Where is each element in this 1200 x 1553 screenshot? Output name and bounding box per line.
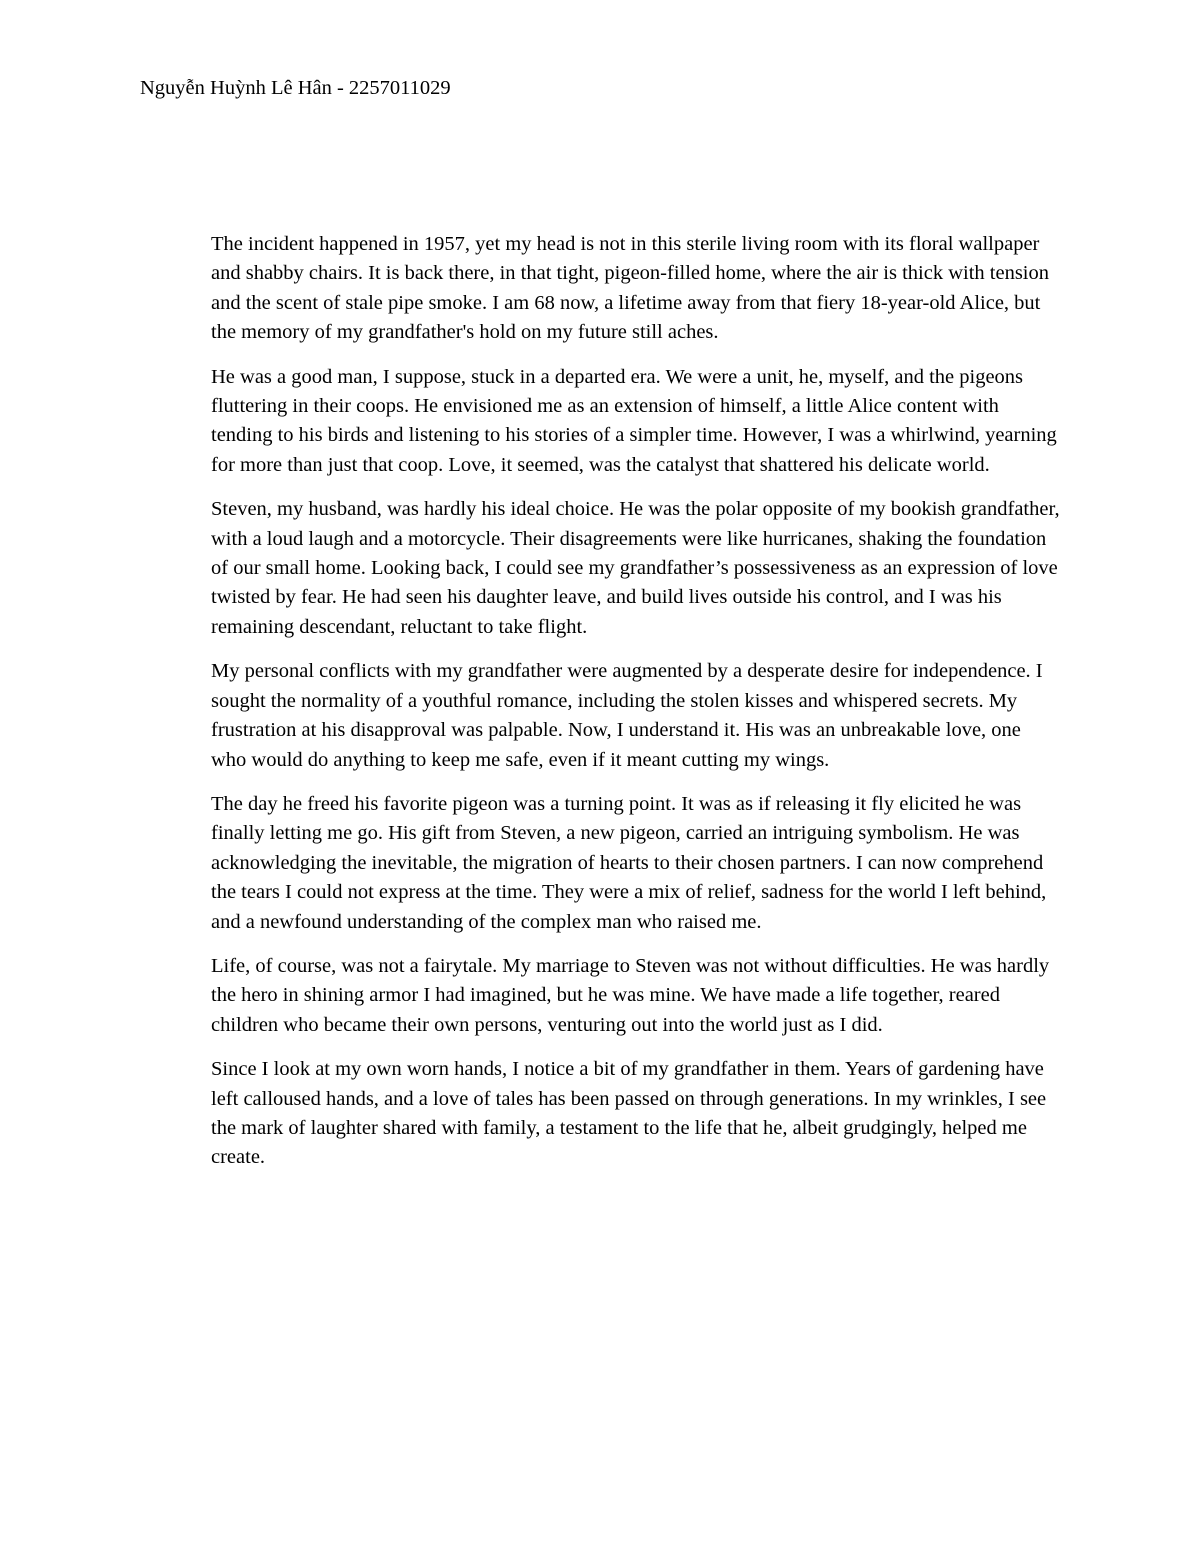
paragraph-6: Life, of course, was not a fairytale. My marriage to Steven was not without difficulties. He was hardly the hero in shining armor I had imagined, but he was mine. We have made a life together, reared children who became their own persons, venturing out into the world just as I did. bbox=[211, 954, 1050, 1036]
paragraph-2: He was a good man, I suppose, stuck in a departed era. We were a unit, he, myself, and the pigeons fluttering in their coops. He envisioned me as an extension of himself, a little Alice content with tending to his birds and listening to his stories of a simpler time. However, I was a whirlwind, yearning for more than just that coop. Love, it seemed, was the catalyst that shattered his delicate world. bbox=[211, 365, 1057, 476]
essay-body bbox=[211, 230, 1061, 1188]
paragraph-7: Since I look at my own worn hands, I notice a bit of my grandfather in them. Years of gardening have left calloused hands, and a love of tales has been passed on through generations. In my wrinkles, I see the mark of laughter shared with family, a testament to the life that he, albeit grudgingly, helped me create. bbox=[211, 1058, 1047, 1169]
paragraph-1: The incident happened in 1957, yet my head is not in this sterile living room with its floral wallpaper and shabby chairs. It is back there, in that tight, pigeon-filled home, where the air is thick with tension and the scent of stale pipe smoke. I am 68 now, a lifetime away from that fiery 18-year-old Alice, but the memory of my grandfather's hold on my future still aches. bbox=[211, 233, 1050, 344]
paragraph-3: Steven, my husband, was hardly his ideal choice. He was the polar opposite of my bookish grandfather, with a loud laugh and a motorcycle. Their disagreements were like hurricanes, shaking the foundation of our small home. Looking back, I could see my grandfather’s possessiveness as an expression of love twisted by fear. He had seen his daughter leave, and build lives outside his control, and I was his remaining descendant, reluctant to take flight. bbox=[211, 498, 1060, 638]
author-name-and-id: Nguyễn Huỳnh Lê Hân - 2257011029 bbox=[140, 77, 451, 99]
paragraph-5: The day he freed his favorite pigeon was a turning point. It was as if releasing it fly elicited he was finally letting me go. His gift from Steven, a new pigeon, carried an intriguing symbolism. He was acknowledging the inevitable, the migration of hearts to their chosen partners. I can now comprehend the tears I could not express at the time. They were a mix of relief, sadness for the world I left behind, and a newfound understanding of the complex man who raised me. bbox=[211, 792, 1047, 933]
paragraph-4: My personal conflicts with my grandfather were augmented by a desperate desire for independence. I sought the normality of a youthful romance, including the stolen kisses and whispered secrets. My frustration at his disapproval was palpable. Now, I understand it. His was an unbreakable love, one who would do anything to keep me safe, even if it meant cutting my wings. bbox=[211, 660, 1043, 771]
